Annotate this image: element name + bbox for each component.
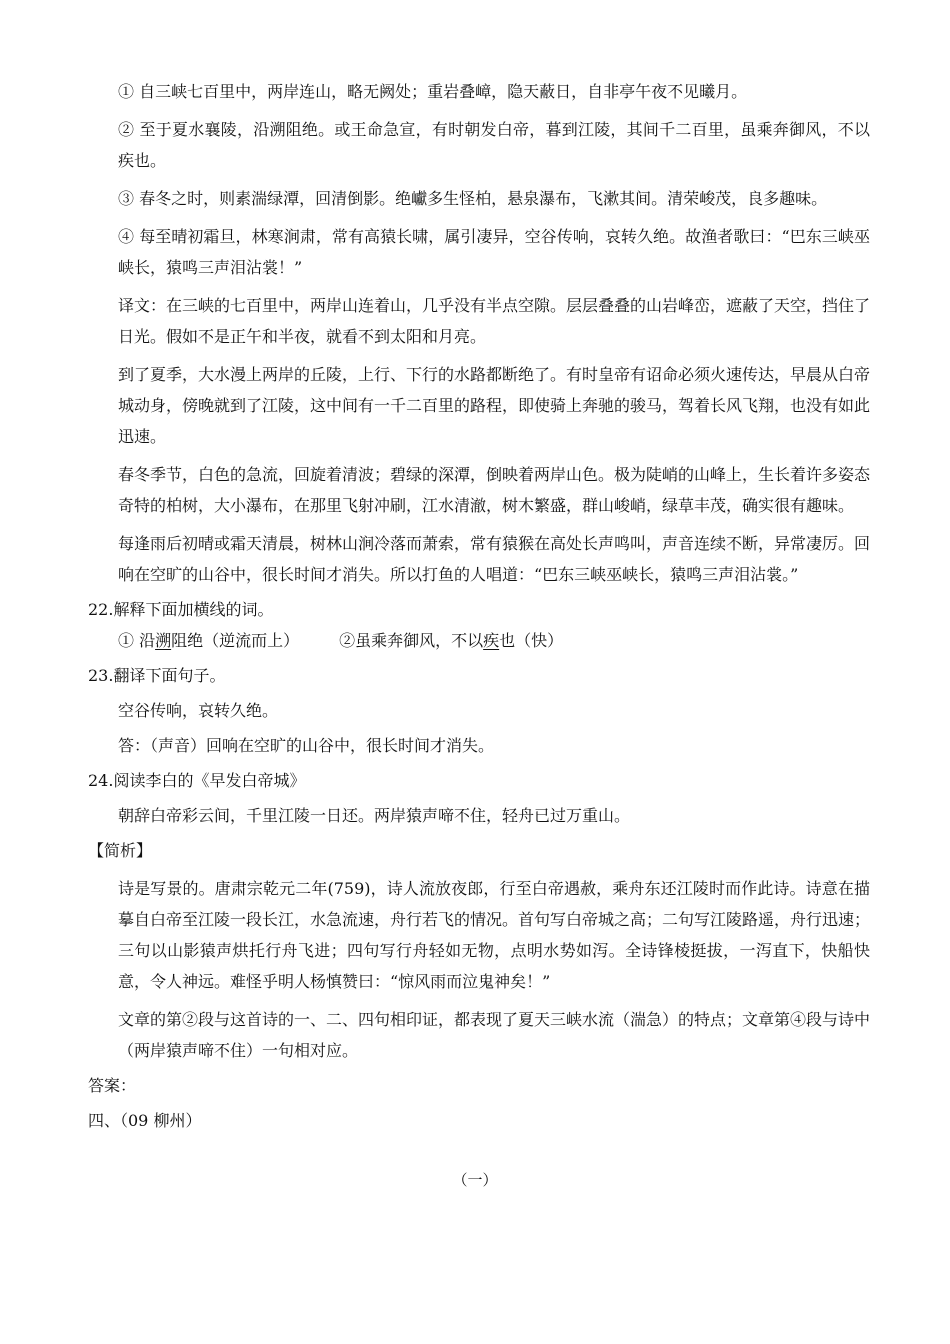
q22b-underlined-word: 疾: [483, 631, 500, 650]
question-23: 23.翻译下面句子。: [88, 666, 226, 685]
classical-paragraph-2: ② 至于夏水襄陵，沿溯阻绝。或王命急宣，有时朝发白帝，暮到江陵，其间千二百里，虽乘奔御风，不以疾也。: [118, 120, 870, 170]
translation-paragraph-2: 到了夏季，大水漫上两岸的丘陵，上行、下行的水路都断绝了。有时皇帝有诏命必须火速传达，早晨从白帝城动身，傍晚就到了江陵，这中间有一千二百里的路程，即使骑上奔驰的骏马，驾着长风飞翔，也没有如此迅速。: [118, 365, 871, 446]
q22a-suffix: 阻绝（逆流而上）: [171, 631, 300, 650]
q22b-prefix: ②虽乘奔御风，不以: [339, 631, 484, 650]
classical-paragraph-4: ④ 每至晴初霜旦，林寒涧肃，常有高猿长啸，属引凄异，空谷传响，哀转久绝。故渔者歌曰：“巴东三峡巫峡长，猿鸣三声泪沾裳！”: [118, 227, 870, 277]
classical-paragraph-1: ① 自三峡七百里中，两岸连山，略无阙处；重岩叠嶂，隐天蔽日，自非亭午夜不见曦月。: [118, 82, 748, 101]
q22a-prefix: ① 沿: [118, 631, 156, 650]
translation-paragraph-3: 春冬季节，白色的急流，回旋着清波；碧绿的深潭，倒映着两岸山色。极为陡峭的山峰上，生长着许多姿态奇特的柏树，大小瀑布，在那里飞射冲刷，江水清澈，树木繁盛，群山峻峭，绿草丰茂，确实很有趣味。: [118, 465, 871, 515]
translation-paragraph-1: 译文：在三峡的七百里中，两岸山连着山，几乎没有半点空隙。层层叠叠的山岩峰峦，遮蔽了天空，挡住了日光。假如不是正午和半夜，就看不到太阳和月亮。: [118, 296, 871, 346]
question-24: 24.阅读李白的《早发白帝城》: [88, 771, 306, 790]
q22a-underlined-word: 溯: [155, 631, 172, 650]
answer-label: 答案：: [88, 1076, 137, 1095]
question-22-item-b: [339, 625, 563, 656]
question-22-items: [88, 625, 870, 656]
question-22: 22.解释下面加横线的词。: [88, 600, 274, 619]
analysis-paragraph: 诗是写景的。唐肃宗乾元二年(759)，诗人流放夜郎，行至白帝遇赦，乘舟东还江陵时而作此诗。诗意在描摹自白帝至江陵一段长江，水急流速，舟行若飞的情况。首句写白帝城之高；二句写江陵路遥，舟行迅速；三句以山影猿声烘托行舟飞进；四句写行舟轻如无物，点明水势如泻。全诗锋棱挺拔，一泻直下，快船快意，令人神远。难怪乎明人杨慎赞曰：“惊风雨而泣鬼神矣！”: [118, 879, 871, 991]
q22b-suffix: 也（快）: [499, 631, 564, 650]
document-body: [88, 76, 870, 1136]
question-23-sentence: 空谷传响，哀转久绝。: [118, 701, 279, 720]
question-22-item-a: [118, 625, 299, 656]
poem-text: 朝辞白帝彩云间，千里江陵一日还。两岸猿声啼不住，轻舟已过万重山。: [118, 806, 631, 825]
translation-paragraph-4: 每逢雨后初晴或霜天清晨，树林山涧冷落而萧索，常有猿猴在高处长声鸣叫，声音连续不断，异常凄厉。回响在空旷的山谷中，很长时间才消失。所以打鱼的人唱道：“巴东三峡巫峡长，猿鸣三声泪沾裳。”: [118, 534, 871, 584]
section-heading-4: 四、（09 柳州）: [88, 1111, 202, 1130]
analysis-heading: 【简析】: [88, 841, 153, 860]
classical-paragraph-3: ③ 春冬之时，则素湍绿潭，回清倒影。绝巘多生怪柏，悬泉瀑布，飞漱其间。清荣峻茂，良多趣味。: [118, 189, 828, 208]
subsection-marker: （一）: [452, 1171, 498, 1189]
question-23-answer: 答：（声音）回响在空旷的山谷中，很长时间才消失。: [118, 736, 495, 755]
comparison-paragraph: 文章的第②段与这首诗的一、二、四句相印证，都表现了夏天三峡水流（湍急）的特点；文章第④段与诗中（两岸猿声啼不住）一句相对应。: [118, 1010, 871, 1060]
